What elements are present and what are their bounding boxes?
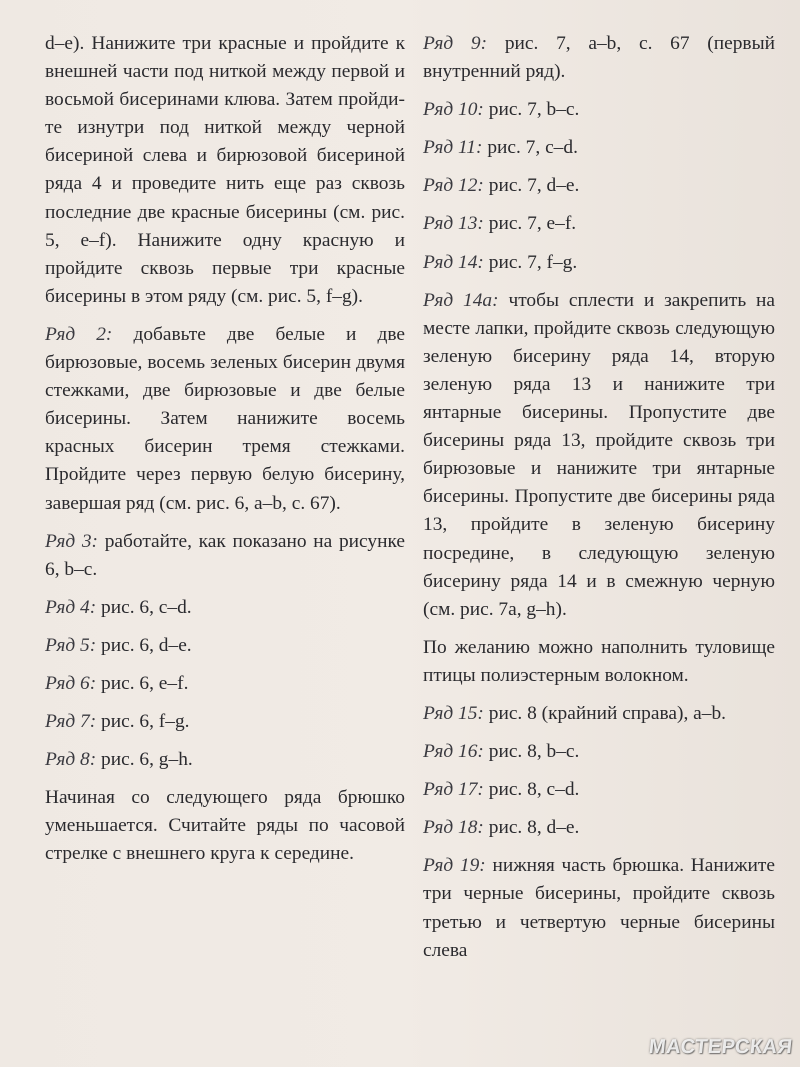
- row-label: Ряд 16:: [423, 741, 484, 763]
- paragraph-row12: [423, 172, 775, 200]
- paragraph-row8: [45, 746, 405, 774]
- paragraph-row1-continued: d–e). Нанижите три красные и пройдите к внешней части под ниткой между первой и восьмой бисеринами клюва. Затем пройдите изнутри под ниткой между черной бисериной слева и бирюзовой бисериной ряда 4 и проведите нить еще раз сквозь последние две красные бисерины (см. рис. 5, e–f). Нанижите одну красную и пройдите сквозь первые три красные бисерины в этом ряду (см. рис. 5, f–g).: [45, 33, 405, 307]
- row-text: рис. 8, b–c.: [488, 741, 580, 763]
- row-text: рис. 8, c–d.: [488, 779, 580, 801]
- row-text: рис. 6, e–f.: [101, 672, 189, 694]
- row-label: Ряд 6:: [45, 672, 97, 694]
- paragraph-decrease-note: Начиная со следующего ряда брюшко уменьшается. Считайте ряды по часовой стрелке с внешнего круга к середине.: [45, 787, 405, 865]
- paragraph-row11: [423, 134, 775, 162]
- row-label: Ряд 18:: [423, 817, 484, 839]
- row-text: работайте, как показано на рисунке 6, b–c.: [45, 530, 405, 580]
- row-text: рис. 7, e–f.: [488, 213, 577, 235]
- row-label: Ряд 7:: [45, 711, 97, 733]
- row-text: рис. 8 (крайний справа), a–b.: [488, 702, 726, 724]
- row-label: Ряд 15:: [423, 702, 484, 724]
- paragraph-row14a: [423, 287, 775, 624]
- row-label: Ряд 19:: [423, 855, 486, 877]
- row-text: рис. 7, f–g.: [488, 251, 578, 273]
- paragraph-row14: [423, 249, 775, 277]
- row-label: Ряд 17:: [423, 779, 484, 801]
- row-label: Ряд 4:: [45, 596, 97, 618]
- row-text: рис. 6, g–h.: [101, 749, 193, 771]
- row-text: рис. 6, f–g.: [101, 711, 190, 733]
- paragraph-row7: [45, 708, 405, 736]
- paragraph-row6: [45, 670, 405, 698]
- row-text: добавьте две белые и две бирюзовые, восемь зеленых бисерин двумя стежками, две бирюзовые и две белые бисерины. Затем нанижите восемь красных бисерин тремя стежками. Пройдите через первую белую бисерину, завершая ряд (см. рис. 6, a–b, с. 67).: [45, 323, 405, 514]
- row-text: рис. 7, d–e.: [488, 175, 580, 197]
- row-text: рис. 7, a–b, с. 67 (первый внутренний ряд).: [423, 33, 775, 83]
- row-text: нижняя часть брюшка. Нанижите три черные бисерины, пройдите сквозь третью и четвертую черные бисерины слева: [423, 855, 775, 961]
- row-label: Ряд 13:: [423, 213, 484, 235]
- row-label: Ряд 10:: [423, 99, 484, 121]
- paragraph-row19: [423, 852, 775, 964]
- row-label: Ряд 11:: [423, 137, 483, 159]
- paragraph-row2: [45, 321, 405, 518]
- paragraph-row16: [423, 738, 775, 766]
- watermark-logo: МАСТЕРСКАЯ: [647, 1036, 794, 1058]
- row-text: рис. 8, d–e.: [488, 817, 580, 839]
- paragraph-optional-filling: По желанию можно наполнить туловище птицы полиэстерным волокном.: [423, 636, 775, 686]
- paragraph-row13: [423, 210, 775, 238]
- row-label: Ряд 8:: [45, 749, 97, 771]
- row-label: Ряд 5:: [45, 634, 97, 656]
- paragraph-row18: [423, 814, 775, 842]
- row-label: Ряд 14a:: [423, 289, 499, 311]
- paragraph-row9: [423, 30, 775, 86]
- paragraph-row17: [423, 776, 775, 804]
- row-label: Ряд 12:: [423, 175, 484, 197]
- right-column: [423, 30, 775, 965]
- row-text: рис. 6, d–e.: [101, 634, 192, 656]
- row-label: Ряд 3:: [45, 530, 99, 552]
- paragraph-row3: [45, 528, 405, 584]
- paragraph-row15: [423, 700, 775, 728]
- left-column: [45, 30, 405, 869]
- paragraph-row5: [45, 632, 405, 660]
- row-label: Ряд 2:: [45, 323, 113, 345]
- row-text: рис. 7, b–c.: [488, 99, 580, 121]
- paragraph-row4: [45, 594, 405, 622]
- row-label: Ряд 14:: [423, 251, 484, 273]
- row-text: чтобы сплести и закрепить на месте лапки, пройдите сквозь следующую зеленую бисерину ряда 14, вторую зеленую ряда 13 и нанижите три янтарные бисерины. Пропустите две бисерины ряда 13, пройдите сквозь три бирюзовые и нанижите три янтарные бисерины. Пропустите две бисерины ряда 13, пройдите в зеленую бисерину посредине, в следующую зеленую бисерину ряда 14 и в смежную черную (см. рис. 7a, g–h).: [423, 289, 776, 620]
- row-text: рис. 6, c–d.: [101, 596, 192, 618]
- row-label: Ряд 9:: [423, 33, 488, 54]
- row-text: рис. 7, c–d.: [487, 137, 578, 159]
- paragraph-row10: [423, 96, 775, 124]
